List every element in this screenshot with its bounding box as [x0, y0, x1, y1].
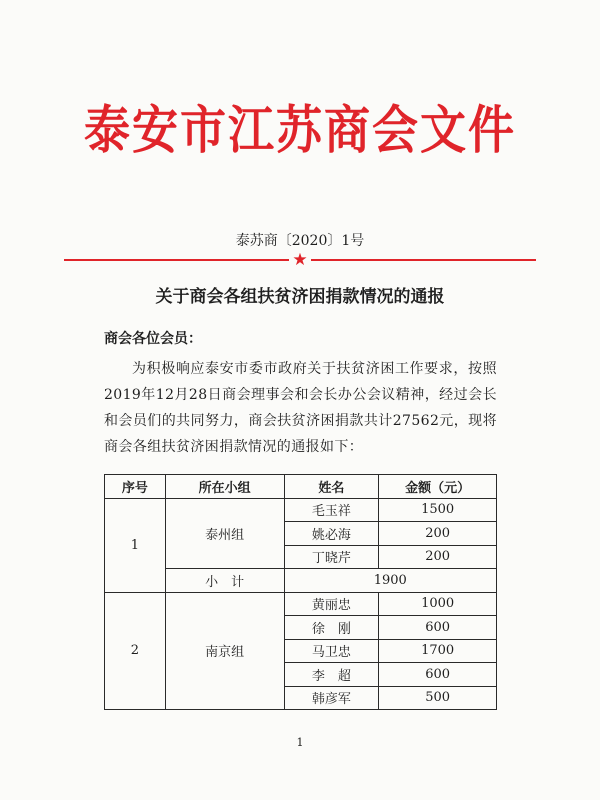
table-header-row [105, 475, 497, 499]
amount-cell: 600 [379, 663, 497, 687]
red-separator-line [64, 250, 536, 270]
header-no: 序号 [105, 475, 166, 499]
amount-cell: 200 [379, 545, 497, 569]
header-amount: 金额（元） [379, 475, 497, 499]
table-row [105, 592, 497, 616]
notice-body-paragraph: 为积极响应泰安市委市政府关于扶贫济困工作要求，按照2019年12月28日商会理事会和会长办公会议精神，经过会长和会员们的共同努力，商会扶贫济困捐款共计27562元，现将商会各组扶贫济困捐款情况的通报如下： [104, 361, 497, 455]
document-number: 泰苏商〔2020〕1号 [235, 233, 365, 249]
subtotal-amount-cell: 1900 [284, 569, 497, 593]
document-masthead: 泰安市江苏商会文件 [84, 99, 516, 161]
group-name-cell: 南京组 [165, 592, 284, 710]
group-number-cell: 2 [105, 592, 166, 710]
salutation: 商会各位会员： [104, 331, 202, 347]
header-group: 所在小组 [165, 475, 284, 499]
member-name-cell: 韩彦军 [284, 686, 379, 710]
member-name-cell: 丁晓芹 [284, 545, 379, 569]
notice-title: 关于商会各组扶贫济困捐款情况的通报 [155, 287, 445, 307]
table-row [105, 498, 497, 522]
member-name-cell: 李 超 [284, 663, 379, 687]
amount-cell: 1000 [379, 592, 497, 616]
subtotal-label-cell: 小 计 [165, 569, 284, 593]
member-name-cell: 姚必海 [284, 522, 379, 546]
group-number-cell: 1 [105, 498, 166, 592]
red-rule-right [311, 259, 536, 261]
amount-cell: 1500 [379, 498, 497, 522]
group-name-cell: 泰州组 [165, 498, 284, 569]
page-number: 1 [296, 736, 304, 749]
red-star-icon: ★ [292, 250, 308, 270]
member-name-cell: 马卫忠 [284, 639, 379, 663]
header-name: 姓名 [284, 475, 379, 499]
amount-cell: 500 [379, 686, 497, 710]
donation-table [104, 474, 497, 710]
member-name-cell: 毛玉祥 [284, 498, 379, 522]
amount-cell: 1700 [379, 639, 497, 663]
member-name-cell: 徐 刚 [284, 616, 379, 640]
member-name-cell: 黄丽忠 [284, 592, 379, 616]
amount-cell: 600 [379, 616, 497, 640]
red-rule-left [64, 259, 289, 261]
amount-cell: 200 [379, 522, 497, 546]
